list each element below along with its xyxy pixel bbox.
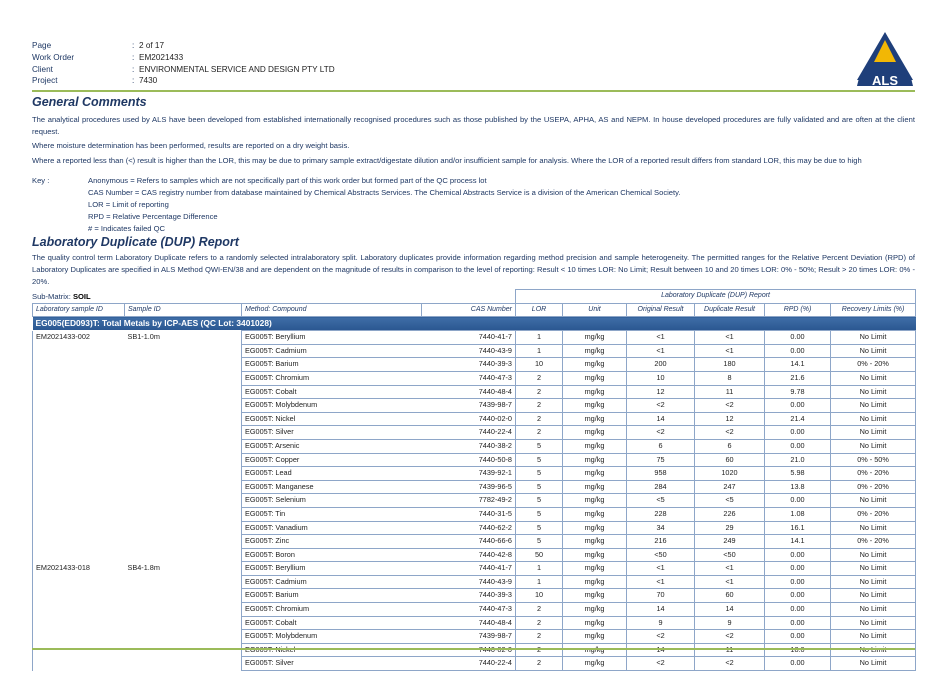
- duplicate-result-cell: <1: [695, 562, 765, 576]
- duplicate-result-cell: 8: [695, 371, 765, 385]
- duplicate-result-cell: <2: [695, 426, 765, 440]
- lor-cell: 5: [516, 467, 563, 481]
- lor-cell: [516, 643, 563, 657]
- duplicate-result-cell: <5: [695, 494, 765, 508]
- method-row: EG005(ED093)T: Total Metals by ICP-AES (QC Lot: 3401028): [33, 317, 916, 331]
- cas-number-cell: 7439-96-5: [422, 480, 516, 494]
- cas-number-cell: 7440-39-3: [422, 358, 516, 372]
- unit-cell: mg/kg: [563, 657, 627, 671]
- cas-number-cell: 7440-31-5: [422, 507, 516, 521]
- original-result-cell: <2: [627, 426, 695, 440]
- rpd-cell: 0.00: [765, 630, 831, 644]
- rpd-cell: 13.8: [765, 480, 831, 494]
- original-result-cell: 284: [627, 480, 695, 494]
- key-item: RPD = Relative Percentage Difference: [88, 212, 218, 221]
- rpd-cell: 0.00: [765, 344, 831, 358]
- unit-cell: mg/kg: [563, 562, 627, 576]
- compound-cell: EG005T: Beryllium: [242, 562, 422, 576]
- rpd-cell: 14.1: [765, 358, 831, 372]
- col-original-result: Original Result: [627, 303, 695, 317]
- recovery-limits-cell: No Limit: [831, 331, 916, 345]
- unit-cell: mg/kg: [563, 371, 627, 385]
- compound-cell: EG005T: Boron: [242, 548, 422, 562]
- cas-number-cell: 7440-42-8: [422, 548, 516, 562]
- header-field-project: Project : 7430: [32, 76, 158, 86]
- unit-cell: mg/kg: [563, 467, 627, 481]
- lab-sample-id-cell: EM2021433-018: [33, 562, 125, 671]
- als-logo: [855, 30, 915, 88]
- col-sample-id: Sample ID: [125, 303, 242, 317]
- compound-cell: EG005T: Manganese: [242, 480, 422, 494]
- original-result-cell: 6: [627, 439, 695, 453]
- compound-cell: EG005T: Nickel: [242, 412, 422, 426]
- sample-id-cell: SB4-1.8m: [127, 562, 160, 572]
- rpd-cell: 0.00: [765, 562, 831, 576]
- original-result-cell: <2: [627, 657, 695, 671]
- rpd-cell: 0.00: [765, 589, 831, 603]
- compound-cell: EG005T: Molybdenum: [242, 630, 422, 644]
- col-cas-number: CAS Number: [422, 303, 516, 317]
- compound-cell: EG005T: Cobalt: [242, 385, 422, 399]
- rpd-cell: 21.0: [765, 453, 831, 467]
- cas-number-cell: 7439-92-1: [422, 467, 516, 481]
- sub-matrix-value: SOIL: [72, 292, 91, 301]
- lor-cell: 1: [516, 575, 563, 589]
- lor-cell: 2: [516, 385, 563, 399]
- duplicate-result-cell: 180: [695, 358, 765, 372]
- lor-cell: 5: [516, 521, 563, 535]
- unit-cell: mg/kg: [563, 412, 627, 426]
- recovery-limits-cell: [831, 643, 916, 657]
- col-recovery-limits: Recovery Limits (%): [831, 303, 916, 317]
- rpd-cell: 0.00: [765, 548, 831, 562]
- original-result-cell: <1: [627, 575, 695, 589]
- duplicate-result-cell: <2: [695, 399, 765, 413]
- compound-cell: EG005T: Molybdenum: [242, 399, 422, 413]
- unit-cell: mg/kg: [563, 548, 627, 562]
- unit-cell: mg/kg: [563, 344, 627, 358]
- rpd-cell: 21.6: [765, 371, 831, 385]
- compound-cell: EG005T: Copper: [242, 453, 422, 467]
- original-result-cell: 200: [627, 358, 695, 372]
- duplicate-result-cell: 29: [695, 521, 765, 535]
- original-result-cell: <5: [627, 494, 695, 508]
- rpd-cell: 0.00: [765, 603, 831, 617]
- compound-cell: EG005T: Selenium: [242, 494, 422, 508]
- duplicate-result-cell: <2: [695, 630, 765, 644]
- key-item: Anonymous = Refers to samples which are not specifically part of this work order but formed part of the QC process lot: [88, 176, 487, 185]
- original-result-cell: <1: [627, 562, 695, 576]
- cas-number-cell: 7440-22-4: [422, 426, 516, 440]
- dup-report-title: Laboratory Duplicate (DUP) Report: [32, 235, 239, 249]
- cas-number-cell: 7439-98-7: [422, 399, 516, 413]
- lor-cell: 1: [516, 344, 563, 358]
- lor-cell: 5: [516, 535, 563, 549]
- compound-cell: EG005T: Silver: [242, 657, 422, 671]
- compound-cell: EG005T: Chromium: [242, 371, 422, 385]
- lor-cell: 5: [516, 453, 563, 467]
- unit-cell: mg/kg: [563, 494, 627, 508]
- rpd-cell: 5.98: [765, 467, 831, 481]
- cas-number-cell: 7440-22-4: [422, 657, 516, 671]
- rpd-cell: 0.00: [765, 426, 831, 440]
- rpd-cell: 9.78: [765, 385, 831, 399]
- duplicate-result-cell: 249: [695, 535, 765, 549]
- recovery-limits-cell: No Limit: [831, 399, 916, 413]
- general-comments-p1: The analytical procedures used by ALS have been developed from established internationally recognised procedures such as those published by the USEPA, APHA, AS and NEPM. In house developed procedures are fully validated and are often at the client request.: [32, 115, 915, 136]
- unit-cell: mg/kg: [563, 385, 627, 399]
- original-result-cell: 12: [627, 385, 695, 399]
- original-result-cell: <50: [627, 548, 695, 562]
- duplicate-result-cell: <1: [695, 344, 765, 358]
- rpd-cell: 0.00: [765, 575, 831, 589]
- original-result-cell: 34: [627, 521, 695, 535]
- recovery-limits-cell: No Limit: [831, 344, 916, 358]
- rpd-cell: 0.00: [765, 616, 831, 630]
- duplicate-result-cell: 12: [695, 412, 765, 426]
- recovery-limits-cell: No Limit: [831, 616, 916, 630]
- compound-cell: [242, 643, 422, 657]
- col-unit: Unit: [563, 303, 627, 317]
- recovery-limits-cell: No Limit: [831, 548, 916, 562]
- cas-number-cell: 7440-50-8: [422, 453, 516, 467]
- key-item: LOR = Limit of reporting: [88, 200, 169, 209]
- rpd-cell: 1.08: [765, 507, 831, 521]
- compound-cell: EG005T: Zinc: [242, 535, 422, 549]
- lor-cell: 10: [516, 589, 563, 603]
- recovery-limits-cell: 0% - 20%: [831, 535, 916, 549]
- cas-number-cell: 7440-47-3: [422, 371, 516, 385]
- recovery-limits-cell: 0% - 50%: [831, 453, 916, 467]
- compound-cell: EG005T: Arsenic: [242, 439, 422, 453]
- cas-number-cell: 7440-47-3: [422, 603, 516, 617]
- unit-cell: mg/kg: [563, 630, 627, 644]
- cas-number-cell: 7440-66-6: [422, 535, 516, 549]
- lor-cell: 5: [516, 494, 563, 508]
- col-lor: LOR: [516, 303, 563, 317]
- key-item: # = Indicates failed QC: [88, 224, 166, 233]
- compound-cell: EG005T: Chromium: [242, 603, 422, 617]
- unit-cell: mg/kg: [563, 453, 627, 467]
- unit-cell: mg/kg: [563, 535, 627, 549]
- header-divider: [32, 90, 915, 92]
- lor-cell: 2: [516, 371, 563, 385]
- recovery-limits-cell: No Limit: [831, 630, 916, 644]
- lor-cell: 2: [516, 412, 563, 426]
- lor-cell: 50: [516, 548, 563, 562]
- duplicate-result-cell: 226: [695, 507, 765, 521]
- recovery-limits-cell: No Limit: [831, 521, 916, 535]
- original-result-cell: [627, 643, 695, 657]
- unit-cell: mg/kg: [563, 521, 627, 535]
- unit-cell: mg/kg: [563, 331, 627, 345]
- recovery-limits-cell: No Limit: [831, 657, 916, 671]
- rpd-cell: 14.1: [765, 535, 831, 549]
- recovery-limits-cell: 0% - 20%: [831, 480, 916, 494]
- duplicate-result-cell: 60: [695, 453, 765, 467]
- general-comments-title: General Comments: [32, 95, 147, 109]
- lab-sample-id-cell: EM2021433-002: [33, 331, 125, 562]
- compound-cell: EG005T: Beryllium: [242, 331, 422, 345]
- key-item: CAS Number = CAS registry number from database maintained by Chemical Abstracts Services. The Chemical Abstracts Service is a division of the American Chemical Society.: [88, 188, 681, 197]
- unit-cell: mg/kg: [563, 439, 627, 453]
- compound-cell: EG005T: Vanadium: [242, 521, 422, 535]
- recovery-limits-cell: No Limit: [831, 494, 916, 508]
- report-header: [32, 40, 335, 87]
- cas-number-cell: 7440-48-4: [422, 616, 516, 630]
- dup-report-description: The quality control term Laboratory Duplicate refers to a randomly selected intralaboratory split. Laboratory duplicates provide information regarding method precision and sample heterogeneity. The permitted ranges for the Relative Percent Deviation (RPD) of Laboratory Duplicates are specified in ALS Method QWI-EN/38 and are dependent on the magnitude of results in comparison to the level of reporting: Result < 10 times LOR: No Limit; Result between 10 and 20 times LOR: 0% - 50%; Result > 20 times LOR: 0% - 20%.: [32, 253, 915, 286]
- original-result-cell: 958: [627, 467, 695, 481]
- dup-group-header: Laboratory Duplicate (DUP) Report: [516, 290, 916, 304]
- dup-table-container: [32, 289, 915, 671]
- recovery-limits-cell: No Limit: [831, 562, 916, 576]
- compound-cell: EG005T: Cobalt: [242, 616, 422, 630]
- original-result-cell: <1: [627, 344, 695, 358]
- lor-cell: 1: [516, 562, 563, 576]
- duplicate-result-cell: 9: [695, 616, 765, 630]
- general-comments-p3: Where a reported less than (<) result is higher than the LOR, this may be due to primary sample extract/digestate dilution and/or insufficient sample for analysis. Where the LOR of a reported result differs from standard LOR, this may be due to high: [32, 156, 862, 165]
- header-field-page: Page : 2 of 17: [32, 41, 165, 50]
- original-result-cell: <1: [627, 331, 695, 345]
- duplicate-result-cell: 6: [695, 439, 765, 453]
- unit-cell: mg/kg: [563, 603, 627, 617]
- original-result-cell: 9: [627, 616, 695, 630]
- original-result-cell: 70: [627, 589, 695, 603]
- cas-number-cell: 7440-62-2: [422, 521, 516, 535]
- duplicate-result-cell: [695, 643, 765, 657]
- rpd-cell: 21.4: [765, 412, 831, 426]
- duplicate-result-cell: <2: [695, 657, 765, 671]
- compound-cell: EG005T: Cadmium: [242, 344, 422, 358]
- unit-cell: mg/kg: [563, 426, 627, 440]
- cas-number-cell: 7439-98-7: [422, 630, 516, 644]
- sub-matrix: Sub-Matrix: SOIL: [32, 292, 91, 301]
- original-result-cell: 10: [627, 371, 695, 385]
- cas-number-cell: 7440-48-4: [422, 385, 516, 399]
- cas-number-cell: [422, 643, 516, 657]
- recovery-limits-cell: No Limit: [831, 439, 916, 453]
- unit-cell: mg/kg: [563, 616, 627, 630]
- lor-cell: 5: [516, 480, 563, 494]
- lor-cell: 2: [516, 603, 563, 617]
- recovery-limits-cell: 0% - 20%: [831, 358, 916, 372]
- cas-number-cell: 7440-43-9: [422, 575, 516, 589]
- col-rpd: RPD (%): [765, 303, 831, 317]
- duplicate-result-cell: 1020: [695, 467, 765, 481]
- table-row: [33, 562, 916, 576]
- duplicate-result-cell: 11: [695, 385, 765, 399]
- original-result-cell: 14: [627, 412, 695, 426]
- unit-cell: mg/kg: [563, 589, 627, 603]
- duplicate-result-cell: <1: [695, 331, 765, 345]
- unit-cell: [563, 643, 627, 657]
- footer-divider: [32, 648, 915, 650]
- rpd-cell: 0.00: [765, 439, 831, 453]
- col-method-compound: Method: Compound: [242, 303, 422, 317]
- recovery-limits-cell: No Limit: [831, 385, 916, 399]
- original-result-cell: <2: [627, 399, 695, 413]
- lor-cell: 2: [516, 399, 563, 413]
- general-comments-p2: Where moisture determination has been performed, results are reported on a dry weight basis.: [32, 141, 350, 150]
- original-result-cell: 228: [627, 507, 695, 521]
- original-result-cell: 216: [627, 535, 695, 549]
- recovery-limits-cell: No Limit: [831, 371, 916, 385]
- unit-cell: mg/kg: [563, 480, 627, 494]
- original-result-cell: 14: [627, 603, 695, 617]
- cas-number-cell: 7440-38-2: [422, 439, 516, 453]
- cas-number-cell: 7440-41-7: [422, 562, 516, 576]
- lor-cell: 2: [516, 657, 563, 671]
- lor-cell: 5: [516, 507, 563, 521]
- duplicate-result-cell: 60: [695, 589, 765, 603]
- lor-cell: 10: [516, 358, 563, 372]
- cas-number-cell: 7782-49-2: [422, 494, 516, 508]
- compound-cell: EG005T: Barium: [242, 358, 422, 372]
- unit-cell: mg/kg: [563, 575, 627, 589]
- recovery-limits-cell: No Limit: [831, 575, 916, 589]
- cas-number-cell: 7440-43-9: [422, 344, 516, 358]
- recovery-limits-cell: 0% - 20%: [831, 507, 916, 521]
- rpd-cell: 16.1: [765, 521, 831, 535]
- col-duplicate-result: Duplicate Result: [695, 303, 765, 317]
- recovery-limits-cell: No Limit: [831, 603, 916, 617]
- rpd-cell: [765, 643, 831, 657]
- col-lab-sample-id: Laboratory sample ID: [33, 303, 125, 317]
- sample-id-cell: SB1-1.0m: [127, 331, 160, 341]
- lor-cell: 2: [516, 630, 563, 644]
- duplicate-result-cell: <50: [695, 548, 765, 562]
- header-field-work-order: Work Order : EM2021433: [32, 52, 184, 62]
- rpd-cell: 0.00: [765, 331, 831, 345]
- lor-cell: 5: [516, 439, 563, 453]
- lor-cell: 2: [516, 426, 563, 440]
- original-result-cell: 75: [627, 453, 695, 467]
- lor-cell: 1: [516, 331, 563, 345]
- compound-cell: EG005T: Cadmium: [242, 575, 422, 589]
- recovery-limits-cell: No Limit: [831, 426, 916, 440]
- compound-cell: EG005T: Silver: [242, 426, 422, 440]
- header-field-client: Client : ENVIRONMENTAL SERVICE AND DESIGN PTY LTD: [32, 64, 335, 74]
- compound-cell: EG005T: Tin: [242, 507, 422, 521]
- duplicate-result-cell: 14: [695, 603, 765, 617]
- unit-cell: mg/kg: [563, 358, 627, 372]
- recovery-limits-cell: No Limit: [831, 589, 916, 603]
- rpd-cell: 0.00: [765, 399, 831, 413]
- recovery-limits-cell: 0% - 20%: [831, 467, 916, 481]
- cas-number-cell: 7440-39-3: [422, 589, 516, 603]
- compound-cell: EG005T: Lead: [242, 467, 422, 481]
- rpd-cell: 0.00: [765, 494, 831, 508]
- original-result-cell: <2: [627, 630, 695, 644]
- lor-cell: 2: [516, 616, 563, 630]
- compound-cell: EG005T: Barium: [242, 589, 422, 603]
- unit-cell: mg/kg: [563, 399, 627, 413]
- recovery-limits-cell: No Limit: [831, 412, 916, 426]
- duplicate-result-cell: <1: [695, 575, 765, 589]
- table-row: [33, 331, 916, 345]
- cas-number-cell: 7440-02-0: [422, 412, 516, 426]
- dup-table: [32, 289, 916, 671]
- rpd-cell: 0.00: [765, 657, 831, 671]
- logo-text: ALS: [872, 73, 898, 88]
- cas-number-cell: 7440-41-7: [422, 331, 516, 345]
- unit-cell: mg/kg: [563, 507, 627, 521]
- duplicate-result-cell: 247: [695, 480, 765, 494]
